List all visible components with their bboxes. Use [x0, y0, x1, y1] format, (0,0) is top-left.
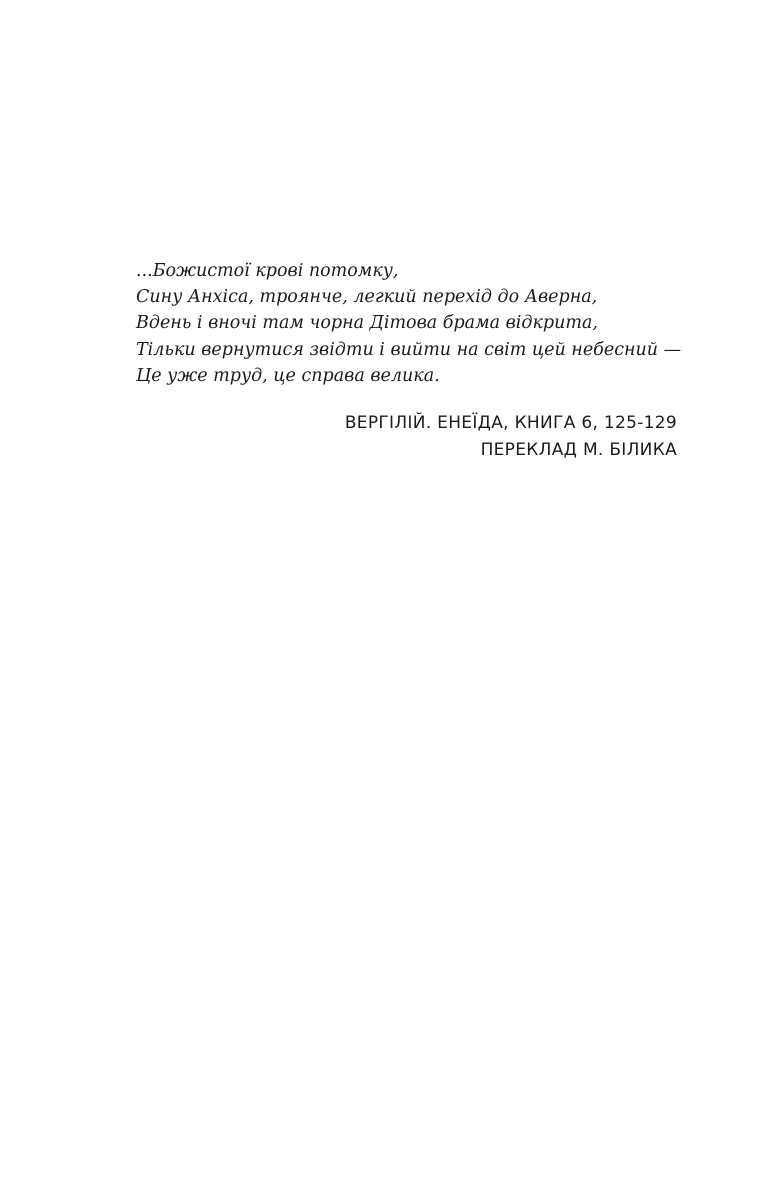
epigraph-verse: [136, 258, 696, 389]
attribution-translator: ПЕРЕКЛАД М. БІЛИКА: [480, 440, 677, 460]
attribution-source: ВЕРГІЛІЙ. ЕНЕЇДА, КНИГА 6, 125-129: [344, 413, 677, 433]
epigraph-attribution: [345, 410, 677, 464]
verse-line: Вдень і вночі там чорна Дітова брама відкрита,: [136, 313, 598, 334]
verse-line: ...Божистої крові потомку,: [136, 261, 399, 281]
verse-line: Сину Анхіса, троянче, легкий перехід до Аверна,: [136, 287, 598, 308]
verse-line: Тільки вернутися звідти і вийти на світ цей небесний —: [136, 339, 682, 360]
verse-line: Це уже труд, це справа велика.: [136, 365, 440, 386]
